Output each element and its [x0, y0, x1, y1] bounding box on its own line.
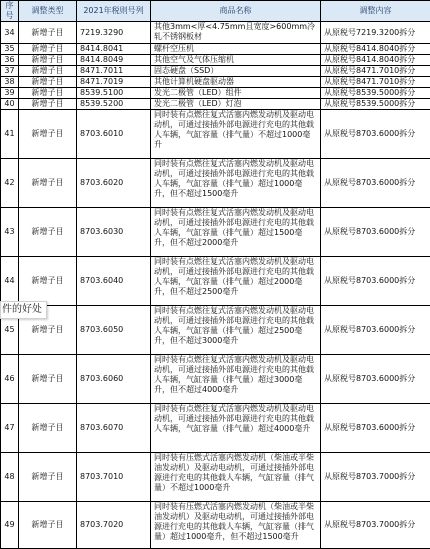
table-row	[1, 66, 430, 77]
cell-no[interactable]: 40	[1, 99, 19, 110]
cell-no[interactable]: 48	[1, 453, 19, 502]
cell-code[interactable]: 8539.5100	[77, 88, 151, 99]
cell-name[interactable]: 其他计算机硬盘驱动器	[151, 77, 321, 88]
cell-adjustment[interactable]: 从原税号8539.5000拆分	[321, 88, 430, 99]
cell-code[interactable]: 7219.3290	[77, 22, 151, 44]
cell-name[interactable]: 同时装有点燃往复式活塞内燃发动机及驱动电动机，可通过接插外部电源进行充电的其他载人车辆，气缸容量（排气量）不超过1000毫升	[151, 110, 321, 159]
header-adjustment[interactable]: 调整内容	[321, 1, 430, 22]
cell-code[interactable]: 8414.8049	[77, 55, 151, 66]
cell-code[interactable]: 8703.6070	[77, 404, 151, 453]
cell-type[interactable]: 新增子目	[19, 453, 77, 502]
cell-type[interactable]: 新增子目	[19, 110, 77, 159]
cell-type[interactable]: 新增子目	[19, 99, 77, 110]
cell-no[interactable]: 39	[1, 88, 19, 99]
table-row	[1, 502, 430, 549]
table-body	[1, 22, 430, 549]
cell-no[interactable]: 35	[1, 44, 19, 55]
cell-code[interactable]: 8703.7020	[77, 502, 151, 549]
table-row	[1, 159, 430, 208]
cell-code[interactable]: 8471.7019	[77, 77, 151, 88]
table-row	[1, 453, 430, 502]
cell-type[interactable]: 新增子目	[19, 66, 77, 77]
cell-type[interactable]: 新增子目	[19, 306, 77, 355]
cell-type[interactable]: 新增子目	[19, 55, 77, 66]
cell-adjustment[interactable]: 从原税号8703.6000拆分	[321, 208, 430, 257]
cell-no[interactable]: 47	[1, 404, 19, 453]
cell-name[interactable]: 同时装有压燃式活塞内燃发动机（柴油或半柴油发动机）及驱动电动机，可通过接插外部电源进行充电的其他载人车辆，气缸容量（排气量）不超过1000毫升	[151, 453, 321, 502]
cell-no[interactable]: 34	[1, 22, 19, 44]
header-code[interactable]: 2021年税则号列	[77, 1, 151, 22]
table-row	[1, 55, 430, 66]
cell-no[interactable]: 46	[1, 355, 19, 404]
cell-name[interactable]: 同时装有点燃往复式活塞内燃发动机及驱动电动机，可通过接插外部电源进行充电的其他载人车辆，气缸容量（排气量）超过1500毫升，但不超过2000毫升	[151, 208, 321, 257]
cell-no[interactable]: 38	[1, 77, 19, 88]
cell-name[interactable]: 螺杆空压机	[151, 44, 321, 55]
cell-name[interactable]: 其他3mm<厚<4.75mm且宽度>600mm冷轧不锈钢板材	[151, 22, 321, 44]
cell-name[interactable]: 同时装有压燃式活塞内燃发动机（柴油或半柴油发动机）及驱动电动机，可通过接插外部电源进行充电的其他载人车辆，气缸容量（排气量）超过1000毫升，但不超过1500毫升	[151, 502, 321, 549]
cell-no[interactable]: 45	[1, 306, 19, 355]
cell-code[interactable]: 8471.7011	[77, 66, 151, 77]
header-name[interactable]: 商品名称	[151, 1, 321, 22]
table-row	[1, 22, 430, 44]
cell-type[interactable]: 新增子目	[19, 77, 77, 88]
cell-no[interactable]: 49	[1, 502, 19, 549]
cell-type[interactable]: 新增子目	[19, 88, 77, 99]
table-row	[1, 404, 430, 453]
cell-adjustment[interactable]: 从原税号8414.8040拆分	[321, 44, 430, 55]
cell-adjustment[interactable]: 从原税号8703.7000拆分	[321, 453, 430, 502]
cell-type[interactable]: 新增子目	[19, 44, 77, 55]
cell-adjustment[interactable]: 从原税号8471.7010拆分	[321, 77, 430, 88]
cell-adjustment[interactable]: 从原税号8539.5000拆分	[321, 99, 430, 110]
cell-name[interactable]: 同时装有点燃往复式活塞内燃发动机及驱动电动机，可通过接插外部电源进行充电的其他载人车辆，气缸容量（排气量）超过1000毫升，但不超过1500毫升	[151, 159, 321, 208]
cell-code[interactable]: 8414.8041	[77, 44, 151, 55]
cell-name[interactable]: 发光二极管（LED）灯泡	[151, 99, 321, 110]
table-row	[1, 77, 430, 88]
cell-adjustment[interactable]: 从原税号8703.6000拆分	[321, 257, 430, 306]
cell-code[interactable]: 8703.6010	[77, 110, 151, 159]
cell-adjustment[interactable]: 从原税号8703.6000拆分	[321, 355, 430, 404]
cell-adjustment[interactable]: 从原税号8703.6000拆分	[321, 159, 430, 208]
overlay-tooltip: 件的好处	[0, 301, 47, 319]
cell-code[interactable]: 8539.5200	[77, 99, 151, 110]
cell-adjustment[interactable]: 从原税号8703.6000拆分	[321, 404, 430, 453]
cell-adjustment[interactable]: 从原税号7219.3200拆分	[321, 22, 430, 44]
cell-adjustment[interactable]: 从原税号8703.6000拆分	[321, 110, 430, 159]
table-row	[1, 110, 430, 159]
table-row	[1, 257, 430, 306]
table-row	[1, 99, 430, 110]
cell-code[interactable]: 8703.6020	[77, 159, 151, 208]
cell-type[interactable]: 新增子目	[19, 22, 77, 44]
cell-adjustment[interactable]: 从原税号8703.7000拆分	[321, 502, 430, 549]
cell-type[interactable]: 新增子目	[19, 355, 77, 404]
cell-adjustment[interactable]: 从原税号8471.7010拆分	[321, 66, 430, 77]
table-row	[1, 44, 430, 55]
cell-type[interactable]: 新增子目	[19, 404, 77, 453]
cell-code[interactable]: 8703.6030	[77, 208, 151, 257]
table-row	[1, 88, 430, 99]
cell-no[interactable]: 37	[1, 66, 19, 77]
cell-name[interactable]: 同时装有点燃往复式活塞内燃发动机及驱动电动机，可通过接插外部电源进行充电的其他载人车辆，气缸容量（排气量）超过4000毫升	[151, 404, 321, 453]
cell-type[interactable]: 新增子目	[19, 159, 77, 208]
cell-name[interactable]: 发光二极管（LED）组件	[151, 88, 321, 99]
table-row	[1, 355, 430, 404]
cell-code[interactable]: 8703.6050	[77, 306, 151, 355]
cell-type[interactable]: 新增子目	[19, 502, 77, 549]
cell-code[interactable]: 8703.6060	[77, 355, 151, 404]
cell-adjustment[interactable]: 从原税号8703.6000拆分	[321, 306, 430, 355]
cell-name[interactable]: 同时装有点燃往复式活塞内燃发动机及驱动电动机，可通过接插外部电源进行充电的其他载人车辆，气缸容量（排气量）超过2000毫升，但不超过2500毫升	[151, 257, 321, 306]
cell-name[interactable]: 同时装有点燃往复式活塞内燃发动机及驱动电动机，可通过接插外部电源进行充电的其他载人车辆，气缸容量（排气量）超过2500毫升，但不超过3000毫升	[151, 306, 321, 355]
cell-name[interactable]: 同时装有点燃往复式活塞内燃发动机及驱动电动机，可通过接插外部电源进行充电的其他载人车辆，气缸容量（排气量）超过3000毫升，但不超过4000毫升	[151, 355, 321, 404]
cell-name[interactable]: 其他空气及气体压缩机	[151, 55, 321, 66]
header-no[interactable]: 序号	[1, 1, 19, 22]
header-row	[1, 1, 430, 22]
cell-type[interactable]: 新增子目	[19, 257, 77, 306]
table-row	[1, 208, 430, 257]
cell-no[interactable]: 44	[1, 257, 19, 306]
cell-adjustment[interactable]: 从原税号8414.8040拆分	[321, 55, 430, 66]
cell-code[interactable]: 8703.6040	[77, 257, 151, 306]
cell-no[interactable]: 42	[1, 159, 19, 208]
header-type[interactable]: 调整类型	[19, 1, 77, 22]
cell-code[interactable]: 8703.7010	[77, 453, 151, 502]
table-row	[1, 306, 430, 355]
cell-no[interactable]: 43	[1, 208, 19, 257]
cell-no[interactable]: 36	[1, 55, 19, 66]
cell-no[interactable]: 41	[1, 110, 19, 159]
cell-name[interactable]: 固态硬盘（SSD）	[151, 66, 321, 77]
cell-type[interactable]: 新增子目	[19, 208, 77, 257]
